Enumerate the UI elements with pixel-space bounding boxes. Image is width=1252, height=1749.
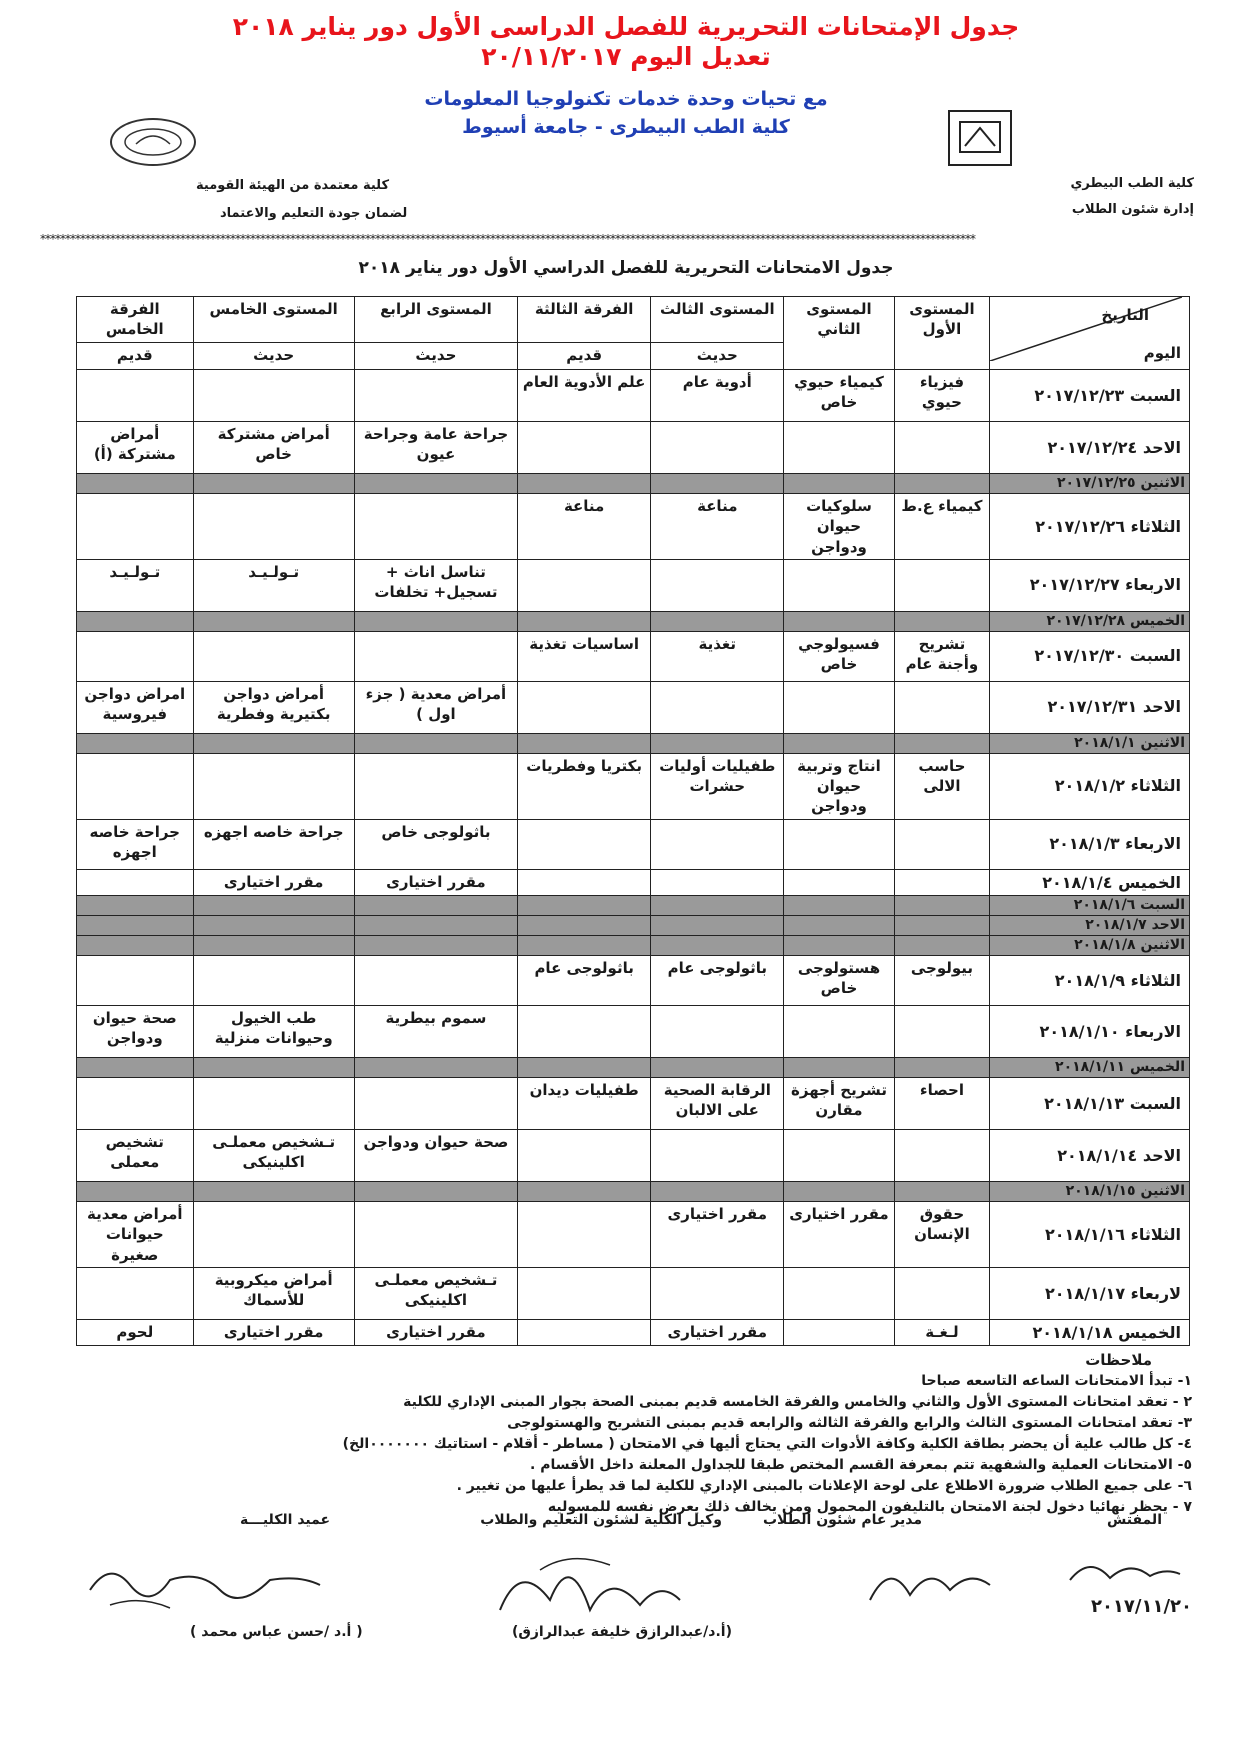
exam-cell: [651, 733, 784, 753]
date-cell: الاثنين ٢٠١٨/١/١٥: [990, 1182, 1190, 1202]
vice-dean-signature: [480, 1540, 700, 1630]
date-cell: لاربعاء ٢٠١٨/١/١٧: [990, 1267, 1190, 1319]
date-cell: الاحد ٢٠١٧/١٢/٣١: [990, 681, 1190, 733]
exam-cell: [651, 819, 784, 869]
exam-cell: [518, 1006, 651, 1058]
inspector-signature: [1060, 1540, 1190, 1600]
date-cell: الثلاثاء ٢٠١٨/١/٢: [990, 753, 1190, 819]
exam-cell: [77, 753, 194, 819]
exam-cell: سموم بيطرية: [354, 1006, 517, 1058]
note-item: ٢ - تعقد امتحانات المستوى الأول والثاني والخامس والفرقة الخامسه قديم بمبنى الصحة بجوار المبنى الإداري للكلية: [403, 1394, 1192, 1410]
column-header: المستوى الثالث: [651, 297, 784, 343]
note-item: ٦- على جميع الطلاب ضرورة الاطلاع على لوحة الإعلانات بالمبنى الإداري للكلية لما قد يطرأ عليها من تغيير .: [456, 1478, 1192, 1494]
exam-cell: [354, 956, 517, 1006]
exam-cell: [894, 936, 990, 956]
exam-cell: [651, 936, 784, 956]
date-day-corner-header: [990, 297, 1190, 370]
exam-cell: جراحة عامة وجراحة عيون: [354, 422, 517, 474]
exam-cell: [354, 936, 517, 956]
exam-cell: [784, 1267, 894, 1319]
exam-cell: مقرر اختيارى: [784, 1202, 894, 1268]
table-title: جدول الامتحانات التحريرية للفصل الدراسي الأول دور يناير ٢٠١٨: [358, 258, 894, 278]
exam-cell: [193, 733, 354, 753]
exam-cell: أمراض مشتركة (أ): [77, 422, 194, 474]
exam-cell: [651, 611, 784, 631]
track-label: قديم: [77, 343, 194, 370]
exam-cell: [894, 869, 990, 896]
exam-cell: صحة حيوان ودواجن: [77, 1006, 194, 1058]
table-row: [77, 733, 1190, 753]
exam-cell: [651, 1267, 784, 1319]
exam-cell: انتاج وتربية حيوان ودواجن: [784, 753, 894, 819]
exam-cell: مناعة: [651, 494, 784, 560]
exam-cell: [77, 869, 194, 896]
exam-cell: [77, 370, 194, 422]
exam-cell: [518, 733, 651, 753]
exam-cell: [784, 936, 894, 956]
exam-cell: [651, 1058, 784, 1078]
exam-cell: طفيليات ديدان: [518, 1078, 651, 1130]
exam-cell: [193, 1202, 354, 1268]
exam-cell: [651, 1182, 784, 1202]
note-item: ١- تبدأ الامتحانات الساعه التاسعه صباحا: [921, 1373, 1192, 1389]
table-row: [77, 936, 1190, 956]
exam-cell: [354, 611, 517, 631]
vice-dean-name: (أ.د/عبدالرازق خليفة عبدالرازق): [511, 1624, 732, 1640]
column-header: الفرقة الخامس: [77, 297, 194, 343]
date-cell: السبت ٢٠١٧/١٢/٢٣: [990, 370, 1190, 422]
exam-cell: [894, 1267, 990, 1319]
exam-cell: [518, 1319, 651, 1346]
exam-cell: [784, 733, 894, 753]
exam-cell: بيولوجى: [894, 956, 990, 1006]
exam-cell: هستولوجى خاص: [784, 956, 894, 1006]
exam-cell: أمراض مشتركة خاص: [193, 422, 354, 474]
student-affairs-signature: [850, 1540, 1000, 1620]
exam-cell: [518, 936, 651, 956]
column-header: المستوى الرابع: [354, 297, 517, 343]
date-cell: الثلاثاء ٢٠١٨/١/٩: [990, 956, 1190, 1006]
exam-cell: [651, 422, 784, 474]
exam-cell: جراحة خاصه اجهزه: [193, 819, 354, 869]
exam-cell: [354, 1202, 517, 1268]
table-row: [77, 370, 1190, 422]
exam-cell: [784, 611, 894, 631]
exam-cell: [193, 611, 354, 631]
exam-cell: [784, 1319, 894, 1346]
accreditation-logo: [110, 118, 196, 166]
date-cell: الاحد ٢٠١٧/١٢/٢٤: [990, 422, 1190, 474]
exam-cell: [193, 631, 354, 681]
exam-cell: تـولـيـد: [193, 559, 354, 611]
exam-cell: [784, 869, 894, 896]
exam-cell: [894, 681, 990, 733]
exam-cell: [77, 611, 194, 631]
student-affairs-label: إدارة شئون الطلاب: [1071, 202, 1194, 217]
table-row: [77, 611, 1190, 631]
exam-cell: [354, 494, 517, 560]
exam-cell: مقرر اختيارى: [354, 1319, 517, 1346]
exam-schedule-table: [76, 296, 1190, 1346]
note-item: ٥- الامتحانات العملية والشفهية تتم بمعرفة القسم المختص طبقا للجداول المعلنة داخل الأقسام .: [530, 1457, 1192, 1473]
note-item: ٣- تعقد امتحانات المستوى الثالث والرابع والفرقة الثالثه والرابعه قديم بمبنى التشريح والهستولوجى: [507, 1415, 1192, 1431]
date-cell: الاربعاء ٢٠١٨/١/١٠: [990, 1006, 1190, 1058]
exam-cell: [518, 559, 651, 611]
exam-cell: [518, 1130, 651, 1182]
exam-cell: [77, 1182, 194, 1202]
exam-cell: [784, 1130, 894, 1182]
date-cell: الخميس ٢٠١٨/١/١١: [990, 1058, 1190, 1078]
exam-cell: باثولوجى خاص: [354, 819, 517, 869]
exam-cell: [518, 474, 651, 494]
exam-cell: [354, 1058, 517, 1078]
exam-cell: [354, 1182, 517, 1202]
exam-cell: باثولوجى عام: [651, 956, 784, 1006]
date-cell: الاحد ٢٠١٨/١/٧: [990, 916, 1190, 936]
student-affairs-director-title: مدير عام شئون الطلاب: [762, 1512, 922, 1528]
exam-cell: [354, 631, 517, 681]
university-logo: [948, 110, 1012, 166]
exam-cell: [518, 681, 651, 733]
exam-cell: [784, 819, 894, 869]
faculty-header-label: كلية الطب البيطري: [1070, 176, 1194, 191]
exam-cell: [518, 916, 651, 936]
exam-cell: [193, 753, 354, 819]
table-row: [77, 1319, 1190, 1346]
exam-cell: [651, 1130, 784, 1182]
exam-cell: [894, 916, 990, 936]
exam-cell: تشريح وأجنة عام: [894, 631, 990, 681]
exam-cell: مناعة: [518, 494, 651, 560]
exam-cell: فيزياء حيوي: [894, 370, 990, 422]
exam-cell: [784, 559, 894, 611]
exam-cell: [651, 474, 784, 494]
exam-cell: أمراض دواجن بكتيرية وفطرية: [193, 681, 354, 733]
table-row: [77, 559, 1190, 611]
exam-cell: حاسب الالى: [894, 753, 990, 819]
exam-cell: [894, 611, 990, 631]
exam-cell: [894, 1058, 990, 1078]
date-cell: الاربعاء ٢٠١٨/١/٣: [990, 819, 1190, 869]
it-unit-greeting: مع تحيات وحدة خدمات تكنولوجيا المعلومات: [424, 88, 828, 110]
track-label: حديث: [354, 343, 517, 370]
track-label: قديم: [518, 343, 651, 370]
exam-cell: أمراض ميكروبية للأسماك: [193, 1267, 354, 1319]
exam-cell: [77, 733, 194, 753]
exam-cell: بكتريا وفطريات: [518, 753, 651, 819]
quality-assurance-label: لضمان جودة التعليم والاعتماد: [220, 206, 408, 221]
date-cell: الخميس ٢٠١٨/١/٤: [990, 869, 1190, 896]
table-row: [77, 956, 1190, 1006]
exam-cell: احصاء: [894, 1078, 990, 1130]
exam-cell: [518, 1058, 651, 1078]
exam-cell: [77, 1058, 194, 1078]
exam-cell: مقرر اختيارى: [354, 869, 517, 896]
exam-cell: [651, 916, 784, 936]
exam-cell: [894, 1006, 990, 1058]
exam-cell: لحوم: [77, 1319, 194, 1346]
modified-date: تعديل اليوم ٢٠/١١/٢٠١٧: [481, 42, 771, 71]
exam-cell: [354, 753, 517, 819]
dean-signature: [70, 1540, 330, 1620]
exam-cell: [518, 896, 651, 916]
exam-cell: [894, 474, 990, 494]
exam-cell: تـشخيص معملـى اكلينيكى: [193, 1130, 354, 1182]
exam-cell: حقوق الإنسان: [894, 1202, 990, 1268]
exam-cell: [651, 869, 784, 896]
exam-cell: [784, 681, 894, 733]
exam-cell: [193, 1058, 354, 1078]
track-label: حديث: [651, 343, 784, 370]
exam-cell: صحة حيوان ودواجن: [354, 1130, 517, 1182]
table-row: [77, 631, 1190, 681]
exam-cell: أمراض معدية حيوانات صغيرة: [77, 1202, 194, 1268]
inspector-title: المفتش: [1106, 1512, 1162, 1528]
exam-cell: الرقابة الصحية على الالبان: [651, 1078, 784, 1130]
track-label: حديث: [193, 343, 354, 370]
exam-cell: [354, 474, 517, 494]
day-header: اليوم: [1143, 343, 1181, 362]
date-cell: السبت ٢٠١٨/١/١٣: [990, 1078, 1190, 1130]
date-cell: الثلاثاء ٢٠١٨/١/١٦: [990, 1202, 1190, 1268]
exam-cell: [894, 896, 990, 916]
exam-cell: مقرر اختيارى: [193, 869, 354, 896]
inspector-date: ٢٠١٧/١١/٢٠: [1090, 1596, 1192, 1617]
exam-cell: [77, 631, 194, 681]
exam-cell: تشريح أجهزة مقارن: [784, 1078, 894, 1130]
table-row: [77, 1182, 1190, 1202]
table-row: [77, 896, 1190, 916]
column-header: المستوى الثاني: [784, 297, 894, 370]
exam-cell: [518, 1182, 651, 1202]
exam-cell: اساسيات تغذية: [518, 631, 651, 681]
exam-cell: [784, 1182, 894, 1202]
table-row: [77, 474, 1190, 494]
exam-cell: [193, 1078, 354, 1130]
dean-name: ( أ.د /حسن عباس محمد ): [190, 1624, 363, 1640]
table-row: [77, 1078, 1190, 1130]
exam-cell: [784, 896, 894, 916]
exam-cell: كيمياء ع.ط: [894, 494, 990, 560]
exam-cell: [651, 559, 784, 611]
exam-cell: [784, 474, 894, 494]
exam-cell: [193, 916, 354, 936]
date-cell: الاربعاء ٢٠١٧/١٢/٢٧: [990, 559, 1190, 611]
vice-dean-title: وكيل الكلية لشئون التعليم والطلاب: [480, 1512, 722, 1528]
table-row: [77, 869, 1190, 896]
exam-cell: [193, 474, 354, 494]
exam-cell: أدوية عام: [651, 370, 784, 422]
exam-cell: علم الأدوية العام: [518, 370, 651, 422]
exam-cell: [77, 916, 194, 936]
exam-cell: [77, 474, 194, 494]
exam-cell: [77, 1267, 194, 1319]
column-header: الفرقة الثالثة: [518, 297, 651, 343]
exam-cell: [77, 956, 194, 1006]
table-row: [77, 681, 1190, 733]
exam-cell: [193, 896, 354, 916]
exam-cell: [193, 370, 354, 422]
exam-cell: [77, 936, 194, 956]
table-row: [77, 1267, 1190, 1319]
exam-cell: [354, 733, 517, 753]
exam-cell: [193, 956, 354, 1006]
exam-cell: [354, 896, 517, 916]
date-cell: الاثنين ٢٠١٧/١٢/٢٥: [990, 474, 1190, 494]
exam-schedule-title: جدول الإمتحانات التحريرية للفصل الدراسى الأول دور يناير ٢٠١٨: [232, 12, 1020, 41]
exam-cell: مقرر اختيارى: [193, 1319, 354, 1346]
exam-cell: طب الخيول وحيوانات منزلية: [193, 1006, 354, 1058]
exam-cell: [651, 681, 784, 733]
exam-cell: [518, 869, 651, 896]
accreditation-label: كلية معتمدة من الهيئة القومية: [196, 178, 390, 193]
exam-cell: لـغـة: [894, 1319, 990, 1346]
exam-cell: [784, 1058, 894, 1078]
date-cell: الخميس ٢٠١٨/١/١٨: [990, 1319, 1190, 1346]
date-cell: الثلاثاء ٢٠١٧/١٢/٢٦: [990, 494, 1190, 560]
date-cell: السبت ٢٠١٨/١/٦: [990, 896, 1190, 916]
exam-cell: [354, 916, 517, 936]
exam-cell: امراض دواجن فيروسية: [77, 681, 194, 733]
notes-title: ملاحظات: [1085, 1351, 1152, 1369]
table-row: [77, 916, 1190, 936]
exam-cell: [651, 1006, 784, 1058]
exam-cell: باثولوجى عام: [518, 956, 651, 1006]
exam-cell: [193, 936, 354, 956]
table-row: [77, 1006, 1190, 1058]
date-header: التاريخ: [1101, 306, 1149, 324]
exam-cell: تـشخيص معملـى اكلينيكى: [354, 1267, 517, 1319]
exam-cell: كيمياء حيوي خاص: [784, 370, 894, 422]
date-cell: الاثنين ٢٠١٨/١/١: [990, 733, 1190, 753]
exam-cell: [193, 494, 354, 560]
note-item: ٤- كل طالب علية أن يحضر بطاقة الكلية وكافة الأدوات التي يحتاج أليها في الامتحان ( مساطر - أقلام - استاتيك ٠٠٠٠٠٠٠الخ): [342, 1436, 1192, 1452]
exam-cell: [518, 819, 651, 869]
exam-cell: [894, 1182, 990, 1202]
exam-cell: [77, 494, 194, 560]
exam-cell: [518, 1202, 651, 1268]
exam-cell: [651, 896, 784, 916]
exam-cell: تشخيص معملى: [77, 1130, 194, 1182]
exam-cell: [193, 1182, 354, 1202]
schedule-body: [77, 370, 1190, 1346]
exam-cell: تغذية: [651, 631, 784, 681]
exam-cell: [894, 422, 990, 474]
column-header: المستوى الأول: [894, 297, 990, 370]
exam-cell: [354, 1078, 517, 1130]
exam-cell: [354, 370, 517, 422]
exam-cell: تـولـيـد: [77, 559, 194, 611]
exam-cell: [894, 1130, 990, 1182]
note-item: ٧ - يحظر نهائيا دخول لجنة الامتحان بالتليفون المحمول ومن يخالف ذلك يعرض نفسه للمسوليه: [547, 1499, 1192, 1515]
exam-cell: [894, 559, 990, 611]
date-cell: الاثنين ٢٠١٨/١/٨: [990, 936, 1190, 956]
exam-cell: تناسل اناث + تسجيل+ تخلفات: [354, 559, 517, 611]
date-cell: الاحد ٢٠١٨/١/١٤: [990, 1130, 1190, 1182]
table-row: [77, 1058, 1190, 1078]
exam-cell: جراحة خاصه اجهزه: [77, 819, 194, 869]
exam-cell: [518, 422, 651, 474]
exam-cell: أمراض معدية ( جزء اول ): [354, 681, 517, 733]
exam-cell: [77, 896, 194, 916]
exam-cell: فسيولوجي خاص: [784, 631, 894, 681]
exam-cell: [894, 819, 990, 869]
date-cell: الخميس ٢٠١٧/١٢/٢٨: [990, 611, 1190, 631]
table-row: [77, 1202, 1190, 1268]
date-cell: السبت ٢٠١٧/١٢/٣٠: [990, 631, 1190, 681]
exam-cell: [784, 1006, 894, 1058]
table-row: [77, 753, 1190, 819]
exam-cell: [894, 733, 990, 753]
table-row: [77, 819, 1190, 869]
exam-cell: [518, 611, 651, 631]
star-divider: *******************************************************************************************************************************************************************************************: [40, 232, 975, 246]
exam-cell: [77, 1078, 194, 1130]
column-header: المستوى الخامس: [193, 297, 354, 343]
exam-cell: سلوكيات حيوان ودواجن: [784, 494, 894, 560]
notes-section: [62, 1350, 1192, 1518]
exam-cell: مقرر اختيارى: [651, 1319, 784, 1346]
table-row: [77, 422, 1190, 474]
table-row: [77, 494, 1190, 560]
dean-title: عميد الكليـــة: [240, 1512, 331, 1528]
exam-cell: [518, 1267, 651, 1319]
exam-cell: [784, 422, 894, 474]
table-row: [77, 1130, 1190, 1182]
exam-cell: طفيليات أوليات حشرات: [651, 753, 784, 819]
faculty-name: كلية الطب البيطرى - جامعة أسيوط: [462, 116, 790, 138]
exam-cell: [784, 916, 894, 936]
exam-cell: مقرر اختيارى: [651, 1202, 784, 1268]
